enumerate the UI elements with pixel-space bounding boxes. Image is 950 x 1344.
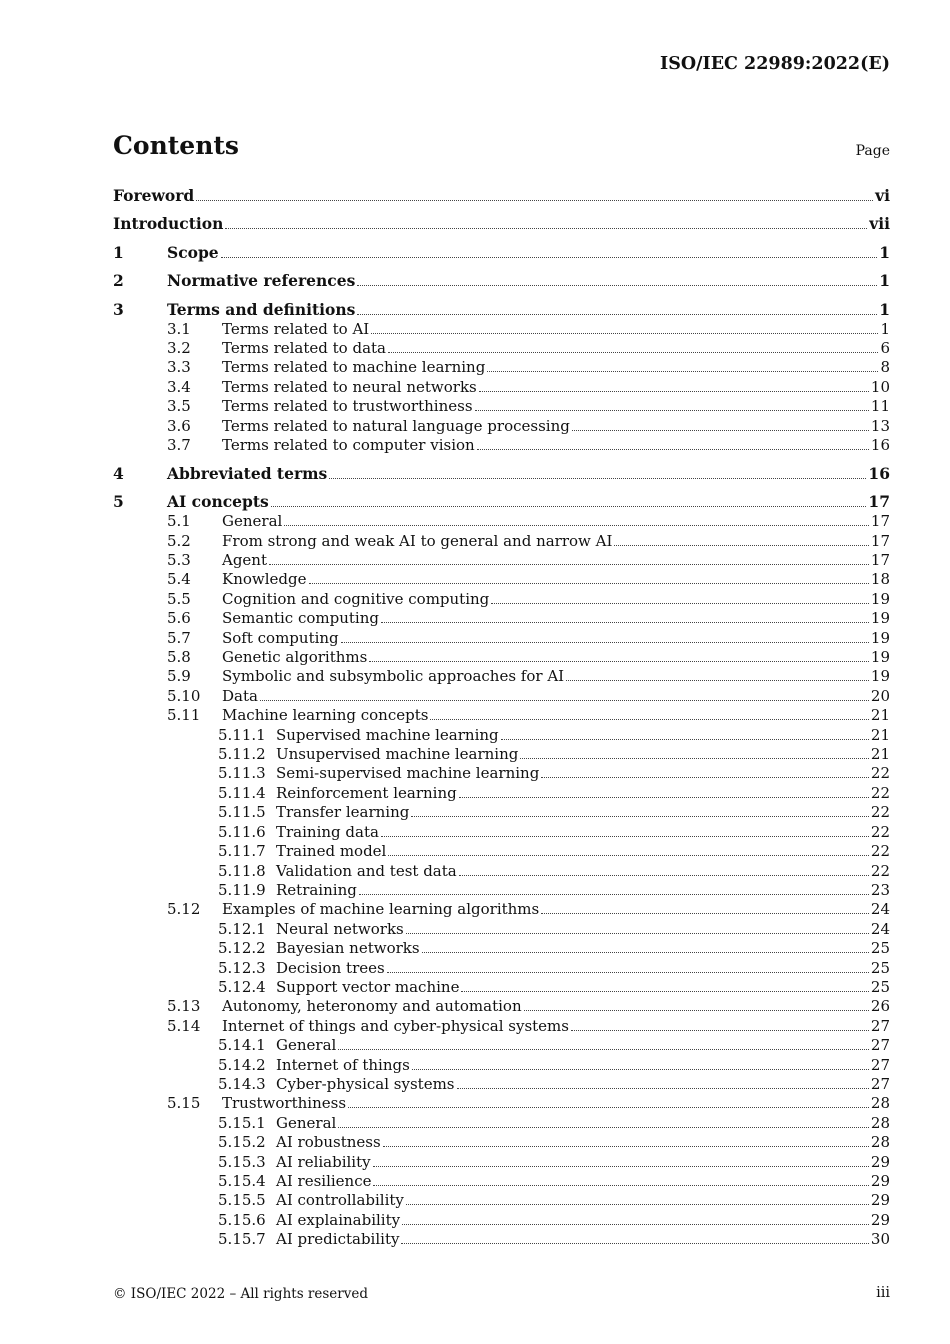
toc-entry-page: 17 xyxy=(870,531,890,550)
toc-entry[interactable] xyxy=(113,1056,890,1075)
toc-entry-page: 19 xyxy=(870,589,890,608)
toc-entry-number: 5.15.4 xyxy=(218,1172,266,1190)
dot-leader xyxy=(477,446,869,450)
toc-entry[interactable] xyxy=(113,823,890,842)
toc-entry-title: AI concepts xyxy=(167,492,269,512)
toc-entry-page: 18 xyxy=(870,570,890,589)
dot-leader xyxy=(284,522,869,526)
toc-entry-page: 27 xyxy=(870,1036,890,1055)
toc-entry-number: 3.7 xyxy=(167,436,191,454)
dot-leader xyxy=(459,794,869,798)
toc-entry-title: Foreword xyxy=(113,186,195,205)
toc-entry-number: 5.12 xyxy=(167,900,201,919)
dot-leader xyxy=(369,658,869,662)
toc-entry-title: Terms related to natural language processing xyxy=(222,416,570,435)
toc-entry-page: 29 xyxy=(870,1210,890,1229)
toc-entry-page: 22 xyxy=(870,822,890,841)
dot-leader xyxy=(271,503,867,507)
toc-entry-number: 5.11.9 xyxy=(218,880,266,899)
toc-entry-title: Scope xyxy=(167,242,219,262)
toc-entry[interactable] xyxy=(113,1114,890,1133)
toc-entry[interactable] xyxy=(113,358,890,377)
dot-leader xyxy=(411,813,869,817)
toc-entry-title: Training data xyxy=(276,822,379,841)
toc-entry[interactable] xyxy=(113,1036,890,1055)
toc-entry-number: 5.12.2 xyxy=(218,939,266,958)
toc-entry-number: 3.2 xyxy=(167,338,191,357)
dot-leader xyxy=(338,1124,869,1128)
dot-leader xyxy=(357,311,877,315)
dot-leader xyxy=(566,677,869,681)
toc-entry-number: 5.9 xyxy=(167,667,191,686)
toc-entry-page: 19 xyxy=(870,667,890,686)
toc-entry[interactable] xyxy=(113,186,890,206)
dot-leader xyxy=(491,600,869,604)
toc-entry-title: Terms related to AI xyxy=(222,319,370,338)
toc-entry-page: 1 xyxy=(879,242,890,262)
toc-entry-page: 22 xyxy=(870,861,890,880)
toc-entry[interactable] xyxy=(113,1191,890,1210)
toc-entry[interactable] xyxy=(113,551,890,570)
toc-entry-page: vi xyxy=(875,186,890,205)
dot-leader xyxy=(381,833,869,837)
dot-leader xyxy=(196,197,873,201)
toc-entry-number: 5.6 xyxy=(167,609,191,628)
page-number: iii xyxy=(876,1285,890,1301)
toc-entry-page: vii xyxy=(869,214,890,234)
toc-entry-number: 5.8 xyxy=(167,648,191,667)
toc-entry-page: 11 xyxy=(870,397,890,416)
toc-entry-page: 19 xyxy=(870,648,890,667)
toc-entry-title: Terms related to data xyxy=(222,338,386,357)
toc-entry-page: 1 xyxy=(879,299,890,319)
toc-entry-number: 5.13 xyxy=(167,997,201,1016)
toc-entry-page: 27 xyxy=(870,1016,890,1035)
toc-entry-title: Internet of things and cyber-physical systems xyxy=(222,1016,569,1035)
toc-entry[interactable] xyxy=(113,378,890,397)
toc-entry-number: 5.11.7 xyxy=(218,842,266,861)
toc-entry-number: 5.11.3 xyxy=(218,764,266,783)
dot-leader xyxy=(487,368,878,372)
toc-entry-title: General xyxy=(222,512,283,531)
toc-entry-page: 8 xyxy=(880,358,890,377)
dot-leader xyxy=(520,755,869,759)
toc-entry-title: AI controllability xyxy=(276,1191,404,1210)
dot-leader xyxy=(329,475,866,479)
dot-leader xyxy=(461,988,868,992)
dot-leader xyxy=(459,872,869,876)
toc-entry-page: 22 xyxy=(870,764,890,783)
toc-entry-page: 22 xyxy=(870,803,890,822)
toc-entry[interactable] xyxy=(113,687,890,706)
toc-entry[interactable] xyxy=(113,881,890,900)
dot-leader xyxy=(381,619,869,623)
toc-entry-page: 29 xyxy=(870,1172,890,1190)
toc-entry-number: 4 xyxy=(113,463,124,483)
toc-entry-number: 5.14.3 xyxy=(218,1074,266,1093)
toc-entry-title: Semi-supervised machine learning xyxy=(276,764,540,783)
toc-entry-page: 28 xyxy=(870,1094,890,1113)
toc-entry-title: Validation and test data xyxy=(276,861,457,880)
toc-entry-page: 1 xyxy=(880,319,890,338)
toc-entry-number: 3 xyxy=(113,299,124,319)
toc-entry-title: Introduction xyxy=(113,214,224,234)
toc-entry[interactable] xyxy=(113,570,890,589)
toc-entry-title: Terms related to neural networks xyxy=(222,377,477,396)
toc-entry-number: 5.12.1 xyxy=(218,919,266,938)
toc-entry-number: 5.14.1 xyxy=(218,1036,266,1055)
dot-leader xyxy=(524,1007,869,1011)
toc-entry[interactable] xyxy=(113,803,890,822)
toc-entry-number: 3.1 xyxy=(167,319,191,338)
toc-entry-number: 3.5 xyxy=(167,397,191,416)
toc-entry-page: 13 xyxy=(870,416,890,435)
dot-leader xyxy=(371,330,878,334)
toc-entry-title: Data xyxy=(222,686,258,705)
dot-leader xyxy=(406,930,869,934)
toc-entry-page: 29 xyxy=(870,1191,890,1210)
toc-entry[interactable] xyxy=(113,271,890,291)
toc-entry[interactable] xyxy=(113,243,890,263)
toc-entry-number: 5.7 xyxy=(167,628,191,647)
toc-entry-number: 3.4 xyxy=(167,377,191,396)
toc-entry-number: 3.3 xyxy=(167,358,191,377)
toc-entry[interactable] xyxy=(113,1017,890,1036)
toc-entry[interactable] xyxy=(113,397,890,416)
toc-entry[interactable] xyxy=(113,1133,890,1152)
toc-entry[interactable] xyxy=(113,492,890,512)
toc-entry-number: 5.15 xyxy=(167,1094,201,1113)
toc-entry-title: Abbreviated terms xyxy=(167,463,328,483)
toc-entry-number: 5.11.1 xyxy=(218,725,266,744)
toc-entry-number: 5.15.2 xyxy=(218,1133,266,1152)
toc-entry-title: Trained model xyxy=(276,842,387,861)
toc-entry-page: 24 xyxy=(870,900,890,919)
dot-leader xyxy=(475,407,869,411)
toc-entry-title: Retraining xyxy=(276,880,357,899)
dot-leader xyxy=(373,1182,868,1186)
toc-entry[interactable] xyxy=(113,745,890,764)
toc-entry-page: 25 xyxy=(870,939,890,958)
toc-entry[interactable] xyxy=(113,339,890,358)
toc-entry[interactable] xyxy=(113,764,890,783)
toc-entry-number: 5.15.1 xyxy=(218,1113,266,1132)
toc-entry-number: 5.11.4 xyxy=(218,783,266,802)
dot-leader xyxy=(614,542,868,546)
toc-entry-number: 5.11.8 xyxy=(218,861,266,880)
toc-entry-number: 5.2 xyxy=(167,531,191,550)
toc-entry[interactable] xyxy=(113,978,890,997)
toc-entry-page: 10 xyxy=(870,377,890,396)
toc-entry-title: Internet of things xyxy=(276,1055,410,1074)
toc-entry-title: Autonomy, heteronomy and automation xyxy=(222,997,522,1016)
toc-entry-number: 5.10 xyxy=(167,686,201,705)
toc-entry-title: General xyxy=(276,1113,337,1132)
toc-entry[interactable] xyxy=(113,609,890,628)
toc-entry-page: 29 xyxy=(870,1152,890,1171)
toc-entry-title: General xyxy=(276,1036,337,1055)
toc-entry-number: 5.4 xyxy=(167,570,191,589)
toc-entry-title: Reinforcement learning xyxy=(276,783,457,802)
dot-leader xyxy=(338,1046,869,1050)
toc-entry[interactable] xyxy=(113,1075,890,1094)
toc-entry-page: 1 xyxy=(879,271,890,291)
toc-entry-page: 26 xyxy=(870,997,890,1016)
dot-leader xyxy=(348,1104,869,1108)
toc-entry-number: 1 xyxy=(113,242,124,262)
toc-entry-number: 5.3 xyxy=(167,551,191,569)
toc-entry[interactable] xyxy=(113,784,890,803)
toc-entry-title: Unsupervised machine learning xyxy=(276,745,519,764)
dot-leader xyxy=(341,639,869,643)
toc-entry[interactable] xyxy=(113,417,890,436)
dot-leader xyxy=(541,910,869,914)
toc-entry-number: 5.15.5 xyxy=(218,1191,266,1210)
dot-leader xyxy=(309,580,869,584)
toc-entry-page: 17 xyxy=(868,492,890,512)
toc-entry-number: 5.12.4 xyxy=(218,977,266,996)
toc-entry-number: 5.15.7 xyxy=(218,1230,266,1249)
toc-entry[interactable] xyxy=(113,214,890,234)
toc-entry-title: Agent xyxy=(222,551,267,569)
toc-entry-page: 16 xyxy=(870,436,890,454)
dot-leader xyxy=(479,388,869,392)
toc-entry-title: AI predictability xyxy=(276,1230,400,1249)
toc-entry-page: 27 xyxy=(870,1074,890,1093)
toc-entry-page: 22 xyxy=(870,842,890,861)
toc-entry-title: Cognition and cognitive computing xyxy=(222,589,490,608)
toc-entry-page: 20 xyxy=(870,686,890,705)
toc-entry[interactable] xyxy=(113,862,890,881)
dot-leader xyxy=(430,716,868,720)
toc-entry-number: 5.14.2 xyxy=(218,1055,266,1074)
toc-entry-page: 30 xyxy=(870,1230,890,1249)
toc-entry[interactable] xyxy=(113,1153,890,1172)
toc-entry[interactable] xyxy=(113,464,890,484)
toc-entry-number: 5.11.2 xyxy=(218,745,266,764)
toc-entry-title: Examples of machine learning algorithms xyxy=(222,900,540,919)
toc-entry-page: 21 xyxy=(870,745,890,764)
toc-entry-number: 5.15.6 xyxy=(218,1210,266,1229)
toc-entry-page: 27 xyxy=(870,1055,890,1074)
toc-entry-title: Symbolic and subsymbolic approaches for AI xyxy=(222,667,565,686)
toc-entry-number: 5.1 xyxy=(167,512,191,531)
toc-entry-title: Terms related to trustworthiness xyxy=(222,397,473,416)
toc-entry-title: Neural networks xyxy=(276,919,404,938)
toc-entry-title: Knowledge xyxy=(222,570,307,589)
dot-leader xyxy=(422,949,869,953)
toc-entry-title: Support vector machine xyxy=(276,977,460,996)
toc-entry[interactable] xyxy=(113,939,890,958)
toc-entry-number: 5.11 xyxy=(167,706,201,725)
toc-entry-page: 16 xyxy=(868,463,890,483)
toc-entry-title: Terms and definitions xyxy=(167,299,356,319)
toc-entry-number: 5.12.3 xyxy=(218,958,266,977)
dot-leader xyxy=(541,774,869,778)
dot-leader xyxy=(571,1027,869,1031)
toc-entry-page: 19 xyxy=(870,628,890,647)
page-column-label: Page xyxy=(855,143,890,159)
toc-entry-page: 17 xyxy=(870,551,890,569)
toc-entry-page: 28 xyxy=(870,1133,890,1152)
toc-entry-page: 17 xyxy=(870,512,890,531)
toc-entry[interactable] xyxy=(113,842,890,861)
dot-leader xyxy=(373,1163,869,1167)
dot-leader xyxy=(388,852,869,856)
dot-leader xyxy=(383,1143,869,1147)
toc-entry-title: AI resilience xyxy=(276,1172,372,1190)
toc-entry-page: 25 xyxy=(870,958,890,977)
toc-entry-page: 23 xyxy=(870,880,890,899)
toc-entry-number: 3.6 xyxy=(167,416,191,435)
table-of-contents xyxy=(113,186,890,1250)
toc-entry-title: Trustworthiness xyxy=(222,1094,347,1113)
toc-entry-title: AI explainability xyxy=(276,1210,401,1229)
toc-entry-title: Terms related to machine learning xyxy=(222,358,486,377)
dot-leader xyxy=(221,254,878,258)
toc-entry[interactable] xyxy=(113,706,890,725)
page-title: Contents xyxy=(113,131,240,160)
toc-entry[interactable] xyxy=(113,648,890,667)
dot-leader xyxy=(457,1085,869,1089)
toc-entry-page: 6 xyxy=(880,338,890,357)
copyright-notice: © ISO/IEC 2022 – All rights reserved xyxy=(113,1286,368,1302)
dot-leader xyxy=(388,349,878,353)
toc-entry-number: 2 xyxy=(113,271,124,291)
dot-leader xyxy=(269,561,869,565)
toc-entry[interactable] xyxy=(113,320,890,339)
toc-entry[interactable] xyxy=(113,629,890,648)
toc-entry-title: Supervised machine learning xyxy=(276,725,499,744)
toc-entry[interactable] xyxy=(113,900,890,919)
dot-leader xyxy=(401,1240,868,1244)
dot-leader xyxy=(387,969,869,973)
toc-entry-page: 25 xyxy=(870,977,890,996)
dot-leader xyxy=(357,282,877,286)
toc-entry[interactable] xyxy=(113,920,890,939)
dot-leader xyxy=(572,427,869,431)
toc-entry-page: 21 xyxy=(870,725,890,744)
toc-entry-title: AI robustness xyxy=(276,1133,381,1152)
toc-entry[interactable] xyxy=(113,532,890,551)
toc-entry-title: AI reliability xyxy=(276,1152,371,1171)
toc-entry[interactable] xyxy=(113,997,890,1016)
toc-entry[interactable] xyxy=(113,959,890,978)
toc-entry-page: 24 xyxy=(870,919,890,938)
toc-entry-title: Bayesian networks xyxy=(276,939,420,958)
toc-entry[interactable] xyxy=(113,590,890,609)
toc-entry-title: From strong and weak AI to general and narrow AI xyxy=(222,531,613,550)
toc-entry[interactable] xyxy=(113,726,890,745)
toc-entry-title: Decision trees xyxy=(276,958,385,977)
toc-entry-number: 5.14 xyxy=(167,1016,201,1035)
dot-leader xyxy=(406,1201,869,1205)
toc-entry-title: Cyber-physical systems xyxy=(276,1074,455,1093)
toc-entry-number: 5.15.3 xyxy=(218,1152,266,1171)
toc-entry[interactable] xyxy=(113,1230,890,1249)
toc-entry-page: 19 xyxy=(870,609,890,628)
toc-entry-number: 5.5 xyxy=(167,589,191,608)
toc-entry[interactable] xyxy=(113,1211,890,1230)
toc-entry-title: Terms related to computer vision xyxy=(222,436,475,454)
toc-entry-title: Machine learning concepts xyxy=(222,706,429,725)
toc-entry-page: 22 xyxy=(870,783,890,802)
dot-leader xyxy=(359,891,869,895)
document-id: ISO/IEC 22989:2022(E) xyxy=(660,54,890,74)
toc-entry-title: Transfer learning xyxy=(276,803,410,822)
toc-entry-title: Normative references xyxy=(167,271,356,291)
dot-leader xyxy=(501,736,869,740)
toc-entry-number: 5.11.5 xyxy=(218,803,266,822)
toc-entry-number: 5.11.6 xyxy=(218,822,266,841)
toc-entry[interactable] xyxy=(113,1172,890,1191)
toc-entry-number: 5 xyxy=(113,492,124,512)
dot-leader xyxy=(225,225,867,229)
toc-entry-title: Semantic computing xyxy=(222,609,379,628)
dot-leader xyxy=(412,1066,869,1070)
toc-entry[interactable] xyxy=(113,1094,890,1113)
toc-entry-page: 21 xyxy=(870,706,890,725)
toc-entry[interactable] xyxy=(113,436,890,455)
toc-entry[interactable] xyxy=(113,300,890,320)
toc-entry-title: Soft computing xyxy=(222,628,339,647)
dot-leader xyxy=(402,1221,869,1225)
toc-entry[interactable] xyxy=(113,667,890,686)
toc-entry-page: 28 xyxy=(870,1113,890,1132)
toc-entry[interactable] xyxy=(113,512,890,531)
toc-entry-title: Genetic algorithms xyxy=(222,648,368,667)
dot-leader xyxy=(260,697,869,701)
